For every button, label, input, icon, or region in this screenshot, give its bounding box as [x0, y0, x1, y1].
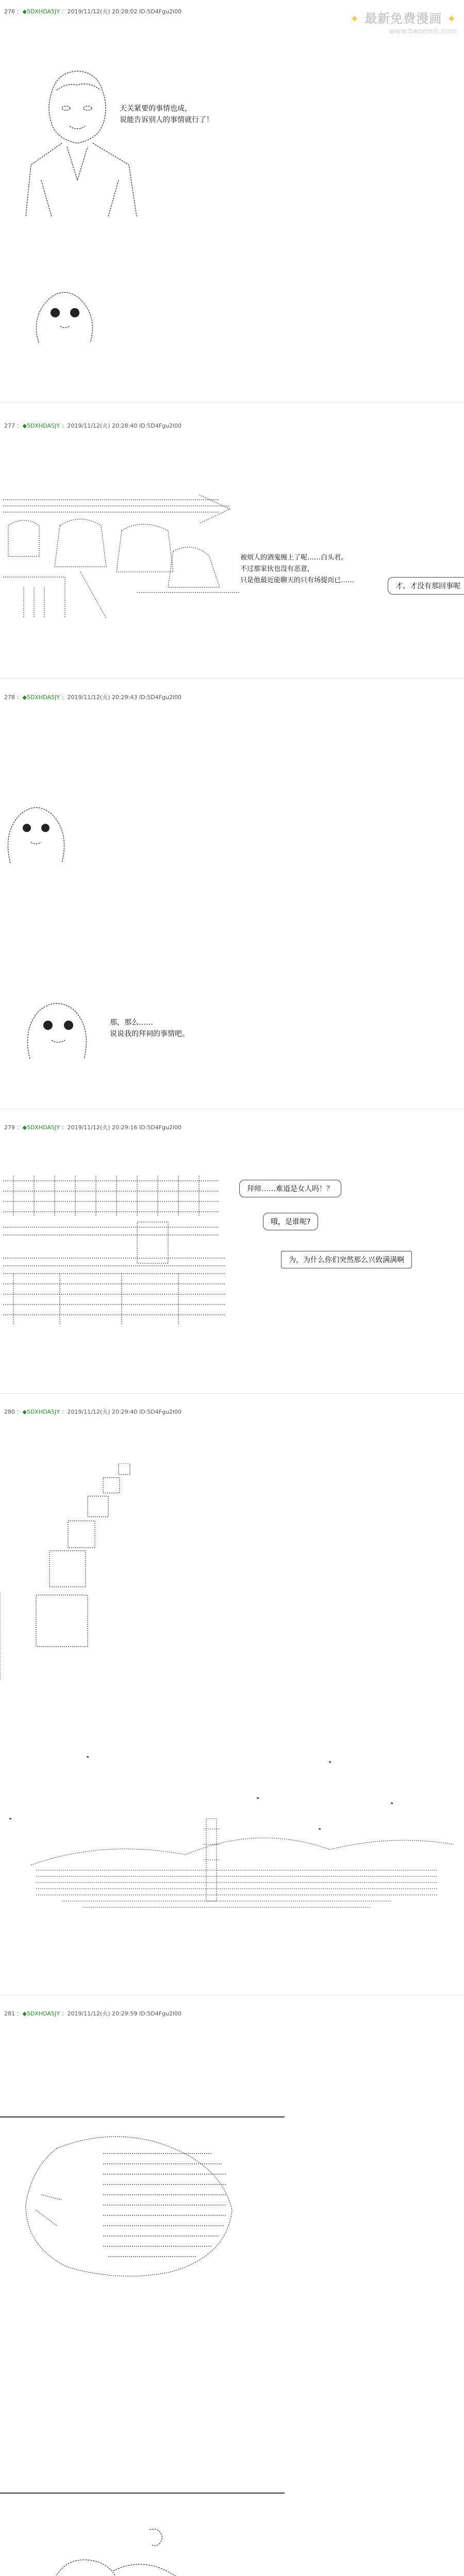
ascii-art-blob-face: [0, 801, 72, 868]
post-number: 279: [4, 1124, 15, 1131]
post-header: 281 ：◆5DXHDA5JY ：2019/11/12(火) 20:29:59 ID:5D4Fgu2l00: [4, 2010, 182, 2017]
post-divider: [0, 678, 464, 679]
ascii-art-figures: [10, 2524, 206, 2576]
speech-line: 只是他最近能聊天的只有场提而已……: [240, 577, 355, 584]
post-header: 276 ：◆5DXHDA5JY ：2019/11/12(火) 20:28:02 ID:5D4Fgu2l00: [4, 8, 182, 15]
speech-bubble: [263, 1213, 318, 1230]
post-number: 281: [4, 2010, 15, 2017]
speech-bubble: [239, 1180, 341, 1197]
speech-line: 说能告诉别人的事情就行了！: [120, 116, 213, 124]
speech-bubble: [388, 577, 464, 595]
ascii-art-round-lamp: [15, 2133, 284, 2282]
speech-text: [120, 103, 213, 126]
post-divider: [0, 1393, 464, 1394]
ascii-art-night-city: [0, 1747, 464, 1932]
panel-line: [0, 2493, 285, 2494]
speech-text: [240, 552, 354, 586]
post-author: ◆5DXHDA5JY: [22, 8, 60, 15]
watermark: [350, 8, 457, 36]
post-meta: 2019/11/12(火) 20:29:43 ID:5D4Fgu2l00: [67, 694, 182, 701]
speech-line: 说说我的拜祠的事情吧。: [110, 1030, 189, 1038]
speech-line: 那，那么……: [110, 1019, 153, 1027]
star-icon: ✦: [350, 13, 360, 26]
speech-bubble-text: 为，为什么你们突然那么兴致满满啊: [289, 1256, 404, 1264]
speech-bubble-text: 拜师……难道是女人吗！？: [247, 1185, 334, 1193]
ascii-art-blob-face: [20, 997, 97, 1064]
post-author: ◆5DXHDA5JY: [22, 2010, 60, 2017]
speech-bubble: [281, 1251, 412, 1268]
post-author: ◆5DXHDA5JY: [22, 1409, 60, 1415]
post-meta: 2019/11/12(火) 20:29:16 ID:5D4Fgu2l00: [67, 1124, 182, 1131]
ascii-art-blob-face: [28, 286, 101, 348]
post-author: ◆5DXHDA5JY: [22, 1124, 60, 1131]
post-meta: 2019/11/12(火) 20:28:40 ID:5D4Fgu2l00: [67, 422, 182, 429]
post-number: 276: [4, 8, 15, 15]
ascii-art-stairs: [0, 1463, 155, 1680]
ascii-art-tavern-scene: [3, 1171, 230, 1341]
ascii-art-man: [21, 62, 144, 227]
speech-bubble-text: 才、才没有那回事呢: [395, 582, 460, 590]
post-header: 280 ：◆5DXHDA5JY ：2019/11/12(火) 20:29:40 ID:5D4Fgu2l00: [4, 1409, 182, 1415]
star-icon: ✦: [446, 13, 457, 26]
panel-line: [0, 2116, 285, 2117]
post-header: 278 ：◆5DXHDA5JY ：2019/11/12(火) 20:29:43 ID:5D4Fgu2l00: [4, 694, 182, 701]
speech-line: 天关紧要的事情也成，: [120, 105, 192, 113]
post-number: 277: [4, 422, 15, 429]
post-meta: 2019/11/12(火) 20:29:59 ID:5D4Fgu2l00: [67, 2010, 182, 2017]
watermark-title-text: 最新免费漫画: [364, 11, 442, 26]
speech-line: 被烦人的酒鬼缠上了呢……白头君。: [240, 554, 348, 562]
post-author: ◆5DXHDA5JY: [22, 694, 60, 701]
post-header: 279 ：◆5DXHDA5JY ：2019/11/12(火) 20:29:16 ID:5D4Fgu2l00: [4, 1124, 182, 1131]
speech-line: 不过那家伙也没有恶意，: [240, 565, 314, 573]
post-author: ◆5DXHDA5JY: [22, 422, 60, 429]
speech-bubble-text: 哦，是谁呢?: [271, 1218, 311, 1226]
watermark-title: [350, 8, 457, 26]
post-header: 277 ：◆5DXHDA5JY ：2019/11/12(火) 20:28:40 ID:5D4Fgu2l00: [4, 422, 182, 429]
post-meta: 2019/11/12(火) 20:28:02 ID:5D4Fgu2l00: [67, 8, 182, 15]
watermark-url: www.baozimh.com: [389, 27, 457, 36]
post-number: 280: [4, 1409, 15, 1415]
ascii-art-crowd-scene: [3, 495, 245, 623]
post-number: 278: [4, 694, 15, 701]
speech-text: [110, 1017, 189, 1040]
post-meta: 2019/11/12(火) 20:29:40 ID:5D4Fgu2l00: [67, 1409, 182, 1415]
